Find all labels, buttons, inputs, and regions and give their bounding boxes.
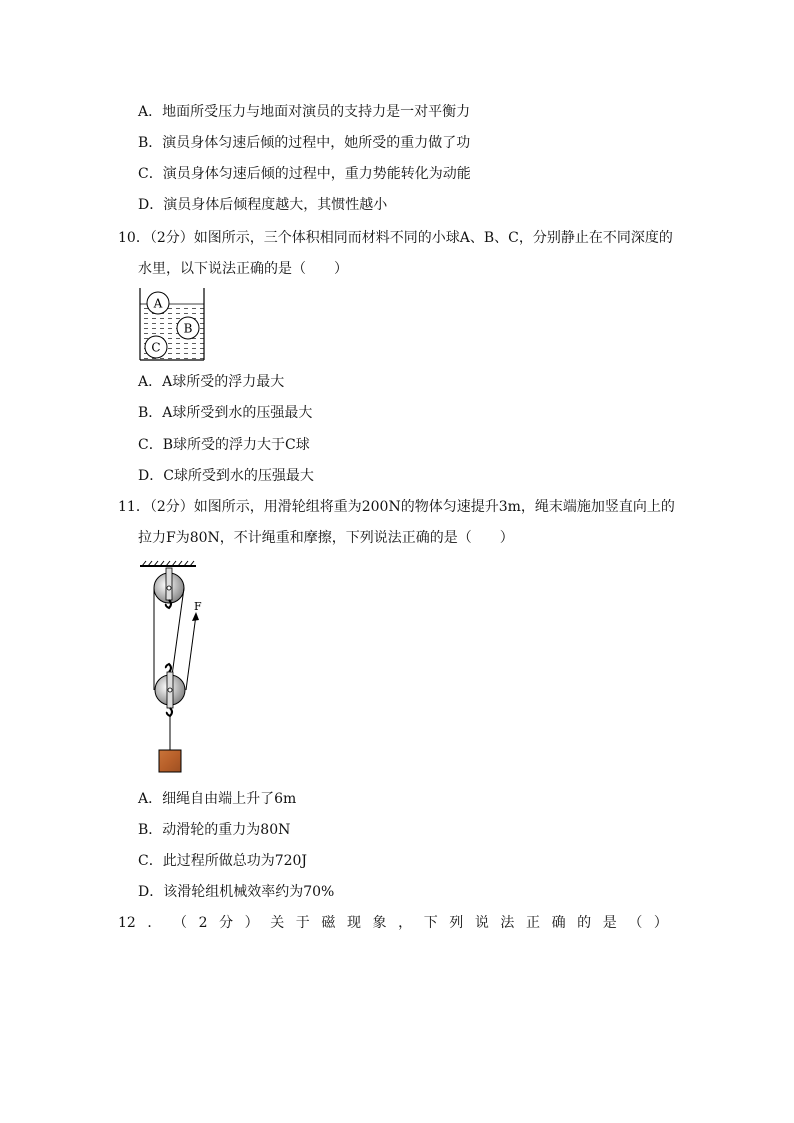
q12-char: （ — [628, 915, 643, 931]
q12-char: 现 — [346, 915, 361, 931]
q10-ball-c-label: C — [151, 340, 161, 355]
q11-option-b: B．动滑轮的重力为80N — [138, 822, 291, 838]
q12-char: 分 — [219, 915, 234, 931]
q10-option-b: B．A球所受到水的压强最大 — [138, 405, 313, 421]
q10-stem-line1: 10．（2分）如图所示，三个体积相同而材料不同的小球A、B、C，分别静止在不同深度的 — [118, 230, 673, 246]
q10-stem-line2: 水里，以下说法正确的是（ ） — [138, 261, 348, 277]
q11-stem-line2: 拉力F为80N，不计绳重和摩擦，下列说法正确的是（ ） — [138, 530, 514, 546]
q10-option-c: C．B球所受的浮力大于C球 — [138, 437, 310, 453]
q12-char: ） — [244, 915, 259, 931]
q11-stem-line1: 11．（2分）如图所示，用滑轮组将重为200N的物体匀速提升3m，绳末端施加竖直向上的 — [118, 499, 675, 515]
q12-char: ． — [147, 915, 162, 931]
q12-stem — [118, 913, 668, 933]
q10-figure-beaker — [136, 286, 208, 364]
q12-char: 的 — [577, 915, 592, 931]
q12-char: 12 — [118, 915, 136, 931]
q10-ball-a-label: A — [153, 296, 163, 311]
q12-char: 说 — [474, 915, 489, 931]
q11-option-d: D．该滑轮组机械效率约为70% — [138, 884, 335, 900]
q9-option-d: D．演员身体后倾程度越大，其惯性越小 — [138, 197, 388, 213]
q12-char: 是 — [602, 915, 617, 931]
q9-option-b: B．演员身体匀速后倾的过程中，她所受的重力做了功 — [138, 135, 471, 151]
q12-char: 于 — [295, 915, 310, 931]
q12-char: 象 — [372, 915, 387, 931]
q12-char: ） — [653, 915, 668, 931]
q12-char: 法 — [500, 915, 515, 931]
q12-char: 正 — [526, 915, 540, 931]
q10-option-d: D．C球所受到水的压强最大 — [138, 468, 314, 484]
q11-force-label: F — [194, 600, 202, 613]
q12-char: 关 — [270, 915, 285, 931]
q12-char: 下 — [423, 915, 438, 931]
q12-char: 确 — [551, 915, 566, 931]
q11-load-block — [159, 750, 181, 772]
q12-char: 磁 — [321, 915, 336, 931]
q11-option-c: C．此过程所做总功为720J — [138, 853, 308, 869]
q11-option-a: A．细绳自由端上升了6m — [138, 791, 297, 807]
q12-char: 2 — [198, 915, 208, 931]
q12-char: 列 — [449, 915, 464, 931]
q12-char: ， — [398, 915, 413, 931]
q12-char: （ — [172, 915, 187, 931]
q10-option-a: A．A球所受的浮力最大 — [138, 374, 285, 390]
q9-option-a: A．地面所受压力与地面对演员的支持力是一对平衡力 — [138, 104, 471, 120]
q11-figure-pulley-system — [138, 560, 218, 780]
q10-ball-b-label: B — [183, 321, 193, 336]
q9-option-c: C．演员身体匀速后倾的过程中，重力势能转化为动能 — [138, 166, 471, 182]
